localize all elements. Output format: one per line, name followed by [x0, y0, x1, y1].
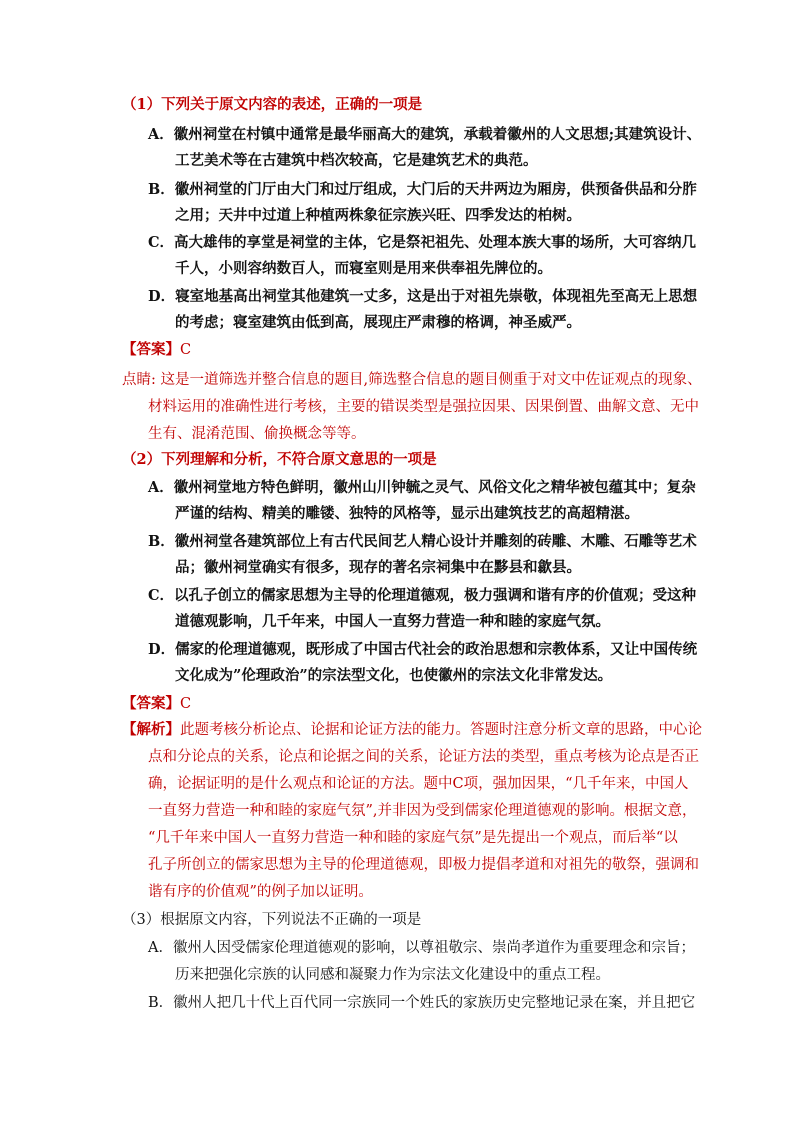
q1-option-d-line2: 的考虑；寝室建筑由低到高，展现庄严肃穆的格调，神圣威严。 — [175, 314, 581, 331]
q2-answer-tag: 【答案】 — [122, 695, 180, 712]
q1-option-b-line1: B．徽州祠堂的门厅由大门和过厅组成，大门后的天井两边为厢房，供预备供品和分胙 — [148, 181, 697, 198]
q2-option-c-line1: C．以孔子创立的儒家思想为主导的伦理道德观，极力强调和谐有序的价值观；受这种 — [148, 587, 697, 604]
question-2-title: （2）下列理解和分析，不符合原文意思的一项是 — [122, 451, 437, 468]
q2-option-c-line2: 道德观影响，几千年来，中国人一直努力营造一种和睦的家庭气氛。 — [175, 613, 610, 630]
q2-analysis-tag: 【解析】 — [122, 721, 180, 738]
q3-option-b-line1: B．徽州人把几十代上百代同一宗族同一个姓氏的家族历史完整地记录在案，并且把它 — [148, 995, 696, 1011]
question-1-title: （1）下列关于原文内容的表述，正确的一项是 — [122, 96, 423, 113]
q3-option-a-line1: A．徽州人因受儒家伦理道德观的影响，以尊祖敬宗、崇尚孝道作为重要理念和宗旨； — [148, 940, 695, 956]
q2-answer-value: C — [180, 696, 192, 712]
q2-analysis-line3: 确，论据证明的是什么观点和论证的方法。题中C项，强加因果，“几千年来，中国人 — [148, 776, 689, 792]
q2-option-a-line1: A．徽州祠堂地方特色鲜明，徽州山川钟毓之灵气、风俗文化之精华被包蕴其中；复杂 — [148, 479, 696, 496]
q2-analysis-line4: 一直努力营造一种和睦的家庭气氛”,并非因为受到儒家伦理道德观的影响。根据文意， — [148, 803, 697, 819]
q1-option-b-line2: 之用；天井中过道上种植两株象征宗族兴旺、四季发达的柏树。 — [175, 207, 581, 224]
q1-option-c-line1: C．高大雄伟的享堂是祠堂的主体，它是祭祀祖先、处理本族大事的场所，大可容纳几 — [148, 234, 697, 251]
question-3-title: （3）根据原文内容，下列说法不正确的一项是 — [122, 912, 422, 928]
q1-note-line2: 材料运用的准确性进行考核，主要的错误类型是强拉因果、因果倒置、曲解文意、无中 — [148, 399, 699, 415]
q2-option-a-line2: 严谨的结构、精美的雕镂、独特的风格等，显示出建筑技艺的高超精湛。 — [175, 505, 639, 522]
q2-analysis-line7: 谐有序的价值观”的例子加以证明。 — [148, 884, 373, 900]
q2-option-b-line1: B．徽州祠堂各建筑部位上有古代民间艺人精心设计并雕刻的砖雕、木雕、石雕等艺术 — [148, 533, 697, 550]
q1-option-a-line2: 工艺美术等在古建筑中档次较高，它是建筑艺术的典范。 — [175, 152, 538, 169]
q2-analysis-line6: 孔子所创立的儒家思想为主导的伦理道德观，即极力提倡孝道和对祖先的敬祭，强调和 — [148, 857, 699, 873]
q3-option-a-line2: 历来把强化宗族的认同感和凝聚力作为宗法文化建设中的重点工程。 — [175, 967, 610, 983]
q2-answer — [122, 694, 191, 714]
q1-note-line1: 点睛: 这是一道筛选并整合信息的题目,筛选整合信息的题目侧重于对文中佐证观点的现象、 — [122, 372, 702, 388]
q1-answer-tag: 【答案】 — [122, 341, 180, 358]
q1-answer — [122, 340, 191, 360]
q2-analysis-line1 — [122, 720, 702, 740]
q2-analysis-line2: 点和分论点的关系，论点和论据之间的关系，论证方法的类型，重点考核为论点是否正 — [148, 749, 699, 765]
q2-analysis-line5: “几千年来中国人一直努力营造一种和睦的家庭气氛”是先提出一个观点，而后举“以 — [148, 830, 678, 846]
q1-option-d-line1: D．寝室地基高出祠堂其他建筑一丈多，这是出于对祖先崇敬，体现祖先至高无上思想 — [148, 288, 698, 305]
q1-option-a-line1: A．徽州祠堂在村镇中通常是最华丽高大的建筑，承载着徽州的人文思想;其建筑设计、 — [148, 126, 702, 143]
q2-option-d-line1: D．儒家的伦理道德观，既形成了中国古代社会的政治思想和宗教体系，又让中国传统 — [148, 641, 698, 658]
q1-answer-value: C — [180, 342, 192, 358]
q2-analysis-text-1: 此题考核分析论点、论据和论证方法的能力。答题时注意分析文章的思路，中心论 — [180, 722, 702, 738]
q1-option-c-line2: 千人，小则容纳数百人，而寝室则是用来供奉祖先牌位的。 — [175, 260, 552, 277]
q2-option-b-line2: 品；徽州祠堂确实有很多，现存的著名宗祠集中在黟县和歙县。 — [175, 559, 581, 576]
q2-option-d-line2: 文化成为”伦理政治”的宗法型文化，也使徽州的宗法文化非常发达。 — [175, 667, 613, 684]
q1-note-line3: 生有、混淆范围、偷换概念等等。 — [148, 426, 366, 442]
